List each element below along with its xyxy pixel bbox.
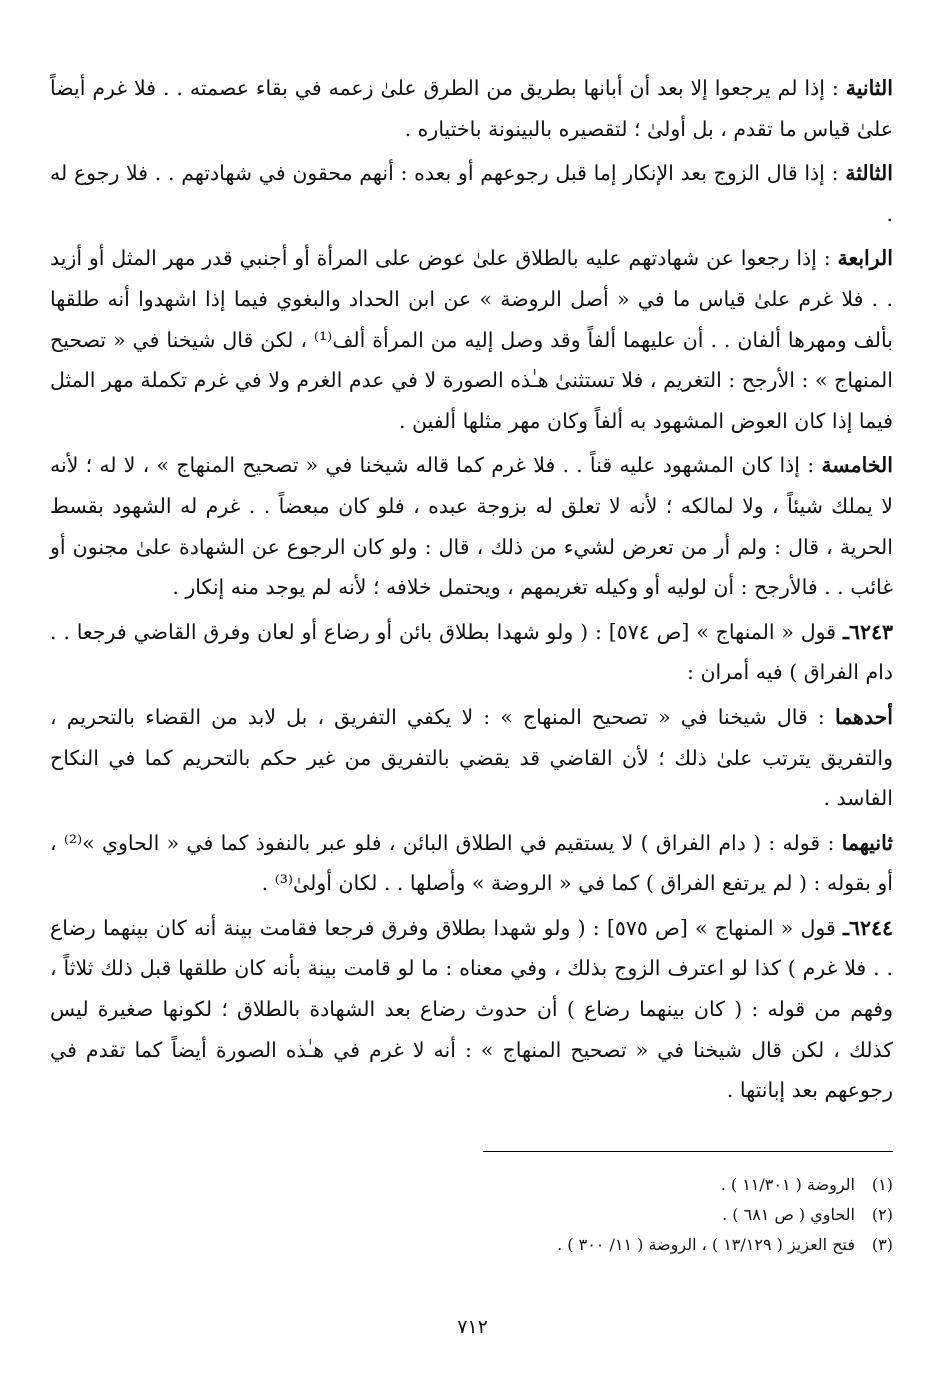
paragraph-entry-6244 (50, 908, 893, 1111)
paragraph-label: أحدهما (834, 704, 893, 729)
footnote-separator (483, 1151, 893, 1152)
footnote (50, 1200, 893, 1230)
paragraph-fifth (50, 445, 893, 607)
paragraph-text: قول « المنهاج » [ص ٥٧٥] : ( ولو شهدا بطلاق وفرق فرجعا فقامت بينة أنه كان بينهما رضاع . . فلا غرم ) كذا لو اعترف الزوج بذلك ، وفي معناه : ما لو قامت بينة بأنه كان طلقها قبل ذلك ثلاثاً ، وفهم من قوله : ( كان بينهما رضاع ) أن حدوث رضاع بعد الشهادة بالطلاق ؛ لكونها صغيرة ليس كذلك ، لكن قال شيخنا في « تصحيح المنهاج » : أنه لا غرم في هـٰذه الصورة أيضاً كما تقدم في رجوعهم بعد إبانتها . (50, 915, 893, 1103)
paragraph-label: ثانيهما (841, 830, 894, 855)
paragraph-fourth (50, 238, 893, 441)
paragraph-label: الثانية (845, 76, 893, 100)
paragraph-text: : قال شيخنا في « تصحيح المنهاج » : لا يكفي التفريق ، بل لابد من القضاء بالتحريم ، والتفريق يترتب علىٰ ذلك ؛ لأن القاضي قد يقضي بالتفريق من غير حكم بالتحريم كما في النكاح الفاسد . (50, 704, 893, 811)
paragraph-second (50, 68, 893, 149)
footnote (50, 1230, 893, 1260)
footnote-number: (٢) (871, 1204, 893, 1224)
page-number: ٧١٢ (457, 1316, 488, 1338)
footnote-number: (٣) (871, 1234, 893, 1254)
paragraph-entry-6243 (50, 612, 893, 693)
paragraph-text: : قوله : ( دام الفراق ) لا يستقيم في الطلاق البائن ، فلو عبر بالنفوذ كما في « الحاوي »⁽²⁾ ، أو بقوله : ( لم يرتفع الفراق ) كما في « الروضة » وأصلها . . لكان أولىٰ⁽³⁾ . (50, 830, 893, 896)
paragraph-label: الثالثة (845, 161, 893, 186)
paragraph-third (50, 153, 893, 234)
paragraph-label: الرابعة (837, 246, 893, 271)
paragraph-text: : إذا لم يرجعوا إلا بعد أن أبانها بطريق من الطرق علىٰ زعمه في بقاء عصمته . . فلا غرم أيضاً علىٰ قياس ما تقدم ، بل أولىٰ ؛ لتقصيره بالبينونة باختياره . (50, 76, 893, 141)
entry-number: ٦٢٤٣ـ (842, 619, 893, 644)
paragraph-second-matter (50, 823, 893, 904)
paragraph-text: قول « المنهاج » [ص ٥٧٤] : ( ولو شهدا بطلاق بائن أو رضاع أو لعان وفرق القاضي فرجعا . . دام الفراق ) فيه أمران : (50, 619, 893, 685)
paragraph-label: الخامسة (821, 453, 893, 478)
paragraph-text: : إذا رجعوا عن شهادتهم عليه بالطلاق علىٰ عوض على المرأة أو أجنبي قدر مهر المثل أو أزيد . . فلا غرم علىٰ قياس ما في « أصل الروضة » عن ابن الحداد والبغوي فيما إذا اشهدوا أنه طلقها بألف ومهرها ألفان . . أن عليهما ألفاً وقد وصل إليه من المرأة ألف⁽¹⁾ ، لكن قال شيخنا في « تصحيح المنهاج » : الأرجح : التغريم ، فلا تستثنىٰ هـٰذه الصورة لا في عدم الغرم ولا في غرم تكملة مهر المثل فيما إذا كان العوض المشهود به ألفاً وكان مهر مثلها ألفين . (50, 246, 893, 433)
paragraph-first-matter (50, 697, 893, 819)
footnotes (50, 1170, 893, 1260)
entry-number: ٦٢٤٤ـ (842, 915, 893, 940)
footnote-text: الروضة ( ١١/٣٠١ ) . (720, 1174, 855, 1194)
footnote-text: الحاوي ( ص ٦٨١ ) . (722, 1204, 855, 1224)
paragraph-text: : إذا قال الزوج بعد الإنكار إما قبل رجوعهم أو بعده : أنهم محقون في شهادتهم . . فلا رجوع له . (50, 161, 893, 226)
main-text (50, 68, 893, 1111)
footnote-text: فتح العزيز ( ١٣/١٢٩ ) ، الروضة ( ١١/ ٣٠٠ ) . (557, 1234, 855, 1254)
footnote-number: (١) (871, 1174, 893, 1194)
paragraph-text: : إذا كان المشهود عليه قناً . . فلا غرم كما قاله شيخنا في « تصحيح المنهاج » ، لا له ؛ لأنه لا يملك شيئاً ، ولا لمالكه ؛ لأنه لا تعلق له بزوجة عبده ، فلو كان مبعضاً . . غرم له الشهود بقسط الحرية ، قال : ولم أر من تعرض لشيء من ذلك ، قال : ولو كان الرجوع عن الشهادة علىٰ مجنون أو غائب . . فالأرجح : أن لوليه أو وكيله تغريمهم ، ويحتمل خلافه ؛ لأنه لم يوجد منه إنكار . (50, 453, 893, 600)
footnote (50, 1170, 893, 1200)
